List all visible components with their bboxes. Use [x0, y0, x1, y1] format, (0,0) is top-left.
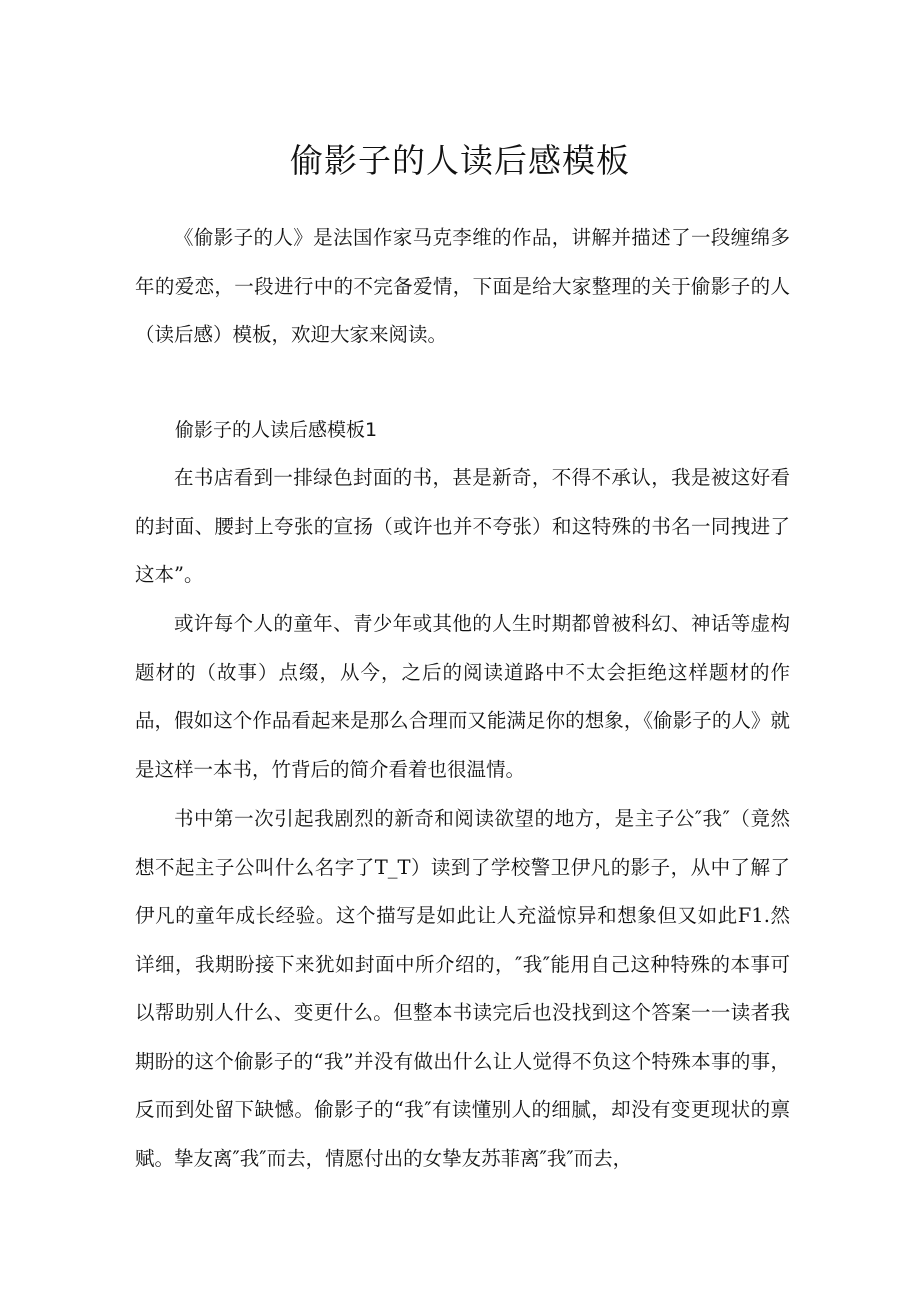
body-paragraph: 书中第一次引起我剧烈的新奇和阅读欲望的地方，是主子公″我″（竟然想不起主子公叫什么名字了T_T）读到了学校警卫伊凡的影子，从中了解了伊凡的童年成长经验。这个描写是如此让人充溢惊异和想象但又如此F1.然详细，我期盼接下来犹如封面中所介绍的，″我″能用自己这种特殊的本事可以帮助别人什么、变更什么。但整本书读完后也没找到这个答案一一读者我期盼的这个偷影子的“我”并没有做出什么让人觉得不负这个特殊本事的事，反而到处留下缺憾。偷影子的“我″有读懂别人的细腻，却没有变更现状的禀赋。挚友离″我″而去，情愿付出的女挚友苏菲离″我″而去， — [135, 807, 790, 1170]
document-title: 偷影子的人读后感模板 — [290, 141, 630, 180]
section-heading: 偷影子的人读后感模板1 — [175, 419, 378, 441]
intro-paragraph: 《偷影子的人》是法国作家马克李维的作品，讲解并描述了一段缠绵多年的爱恋，一段进行中的不完备爱情，下面是给大家整理的关于偷影子的人（读后感）模板，欢迎大家来阅读。 — [135, 226, 790, 346]
body-paragraph: 或许每个人的童年、青少年或其他的人生时期都曾被科幻、神话等虚构题材的（故事）点缀，从今，之后的阅读道路中不太会拒绝这样题材的作品，假如这个作品看起来是那么合理而又能满足你的想象，《偷影子的人》就是这样一本书，竹背后的简介看着也很温情。 — [135, 612, 790, 781]
body-paragraph: 在书店看到一排绿色封面的书，甚是新奇，不得不承认，我是被这好看的封面、腰封上夸张的宣扬（或许也并不夸张）和这特殊的书名一同拽进了这本”。 — [135, 466, 790, 586]
